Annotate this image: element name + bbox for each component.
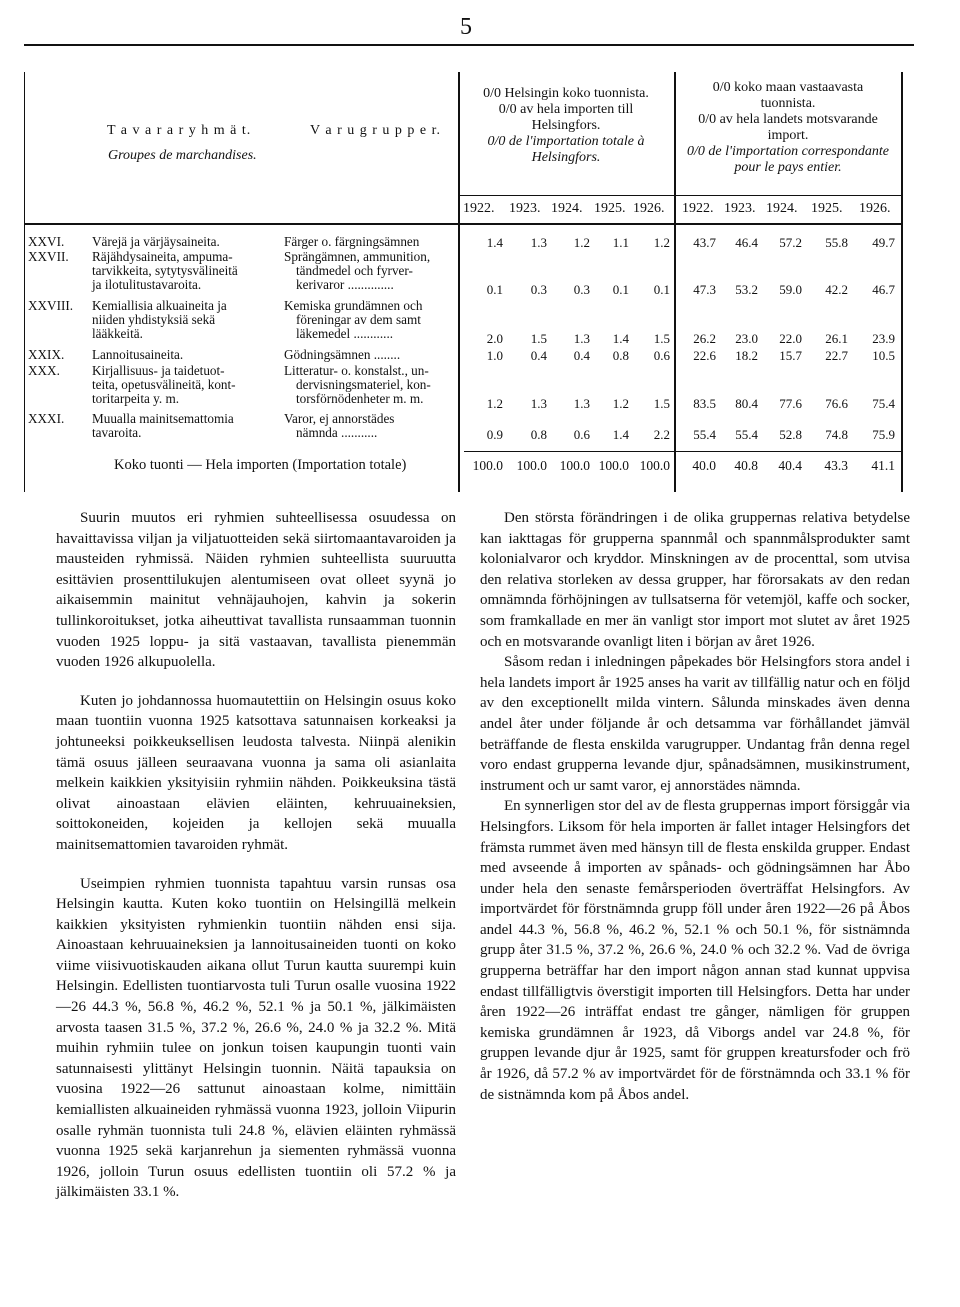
label-line: nämnda ........... [296, 425, 378, 441]
table-cell: 2.2 [653, 427, 670, 442]
table-cell: 0.3 [573, 282, 590, 297]
header-line: pour le pays entier. [734, 160, 842, 175]
table-cell: 47.3 [693, 282, 716, 297]
table-cell: 46.4 [735, 235, 758, 250]
table-cell: 43.7 [693, 235, 716, 250]
header-line: tuonnista. [760, 96, 816, 111]
table-cell: 26.1 [825, 331, 848, 346]
row-number: XXVII. [28, 249, 69, 264]
table-cell: 57.2 [779, 235, 802, 250]
label-line: ja ilotulitustavaroita. [92, 277, 202, 293]
table-cell: 75.9 [872, 427, 895, 442]
total-cell: 43.3 [824, 458, 848, 473]
label-line: läkemedel ............ [296, 326, 394, 342]
year-1925-hel: 1925. [594, 201, 626, 216]
table-cell: 0.6 [653, 348, 670, 363]
year-1923-hel: 1923. [509, 201, 541, 216]
row-label-fi [92, 364, 236, 407]
label-line: Värejä ja värjäysaineita. [92, 234, 220, 249]
table-cell: 1.5 [653, 396, 670, 411]
total-cell: 100.0 [559, 458, 590, 473]
paragraph: En synnerligen stor del av de flesta gruppernas import försiggår via Helsingfors. Liksom för hela importen är fallet intager Helsingfors det främsta rummet även med hänsyn till de flesta enskilda grupper. Endast med avseende å importen av spånads- och gödningsämnen har Åbo under hela den senaste femårsperioden överträffat Helsingfors. Av importvärdet för förstnämnda grupp föll under åren 1922—26 på Åbos andel 44.3 %, 56.8 %, 46.2 %, 52.1 % och 50.1 %, för sistnämnda grupp åter 31.5 %, 37.2 %, 26.6 %, 24.0 % och 32.2 %. Vad de övriga grupperna beträffar har den import någon annan stad kunnat uppvisa endast tillfälligtvis överstigit importen till Helsingfors. Detta har under åren 1922—26 inträffat endast tre gånger, nämligen för gruppen kemiska grundämnen år 1923, då Viborgs andel var 24.8 %, för gruppen levande djur år 1925, samt för gruppen kreatursfoder och frö år 1926, då 57.2 % av importvärdet för de förstnämnda och 33.1 % för de sistnämnda kom på Åbos andel. [480, 798, 910, 1103]
label-line: Sprängämnen, ammunition, [284, 249, 431, 264]
year-1925-land: 1925. [811, 201, 843, 216]
header-groups-fi: T a v a r a r y h m ä t. [107, 123, 252, 138]
table-cell: 1.1 [612, 235, 629, 250]
table-cell: 1.3 [530, 235, 547, 250]
row-number: XXXI. [28, 411, 65, 426]
row-label-fi [92, 412, 234, 440]
rule [458, 195, 902, 196]
paragraph: Useimpien ryhmien tuonnista tapahtuu varsin runsas osa Helsingin kautta. Kuten koko tuontiin on Helsingillä melkein kaikkien yksityisten ryhmienkin tuontiin nähden ensi sija. Ainoastaan kehruuaineksien ja lannoitusaineiden tuonti on koko viime viisivuotiskauden aikana ollut Turun kautta suurempi kuin Helsingin. Edellisten tuontiarvosta tuli Turun osalle vuosina 1922—26 44.3 %, 56.8 %, 46.2 %, 52.1 % ja 50.1 %, jälkimäisten arvosta taasen 31.5 %, 37.2 %, 26.6 %, 24.0 % ja 32.2 %. Mitä muihin ryhmiin tulee on jonkun toisen kaupungin tuonti vain satunnaisesti ylittänyt Helsingin tuonnin. Näitä tapauksia on vuosina 1922—26 sattunut ainoastaan kolme, nimittäin kemiallisten alkuaineiden ryhmässä vuonna 1923, jolloin Viipurin osalle ryhmän tuonnista tuli 24.8 %, elävien eläinten ryhmässä vuonna 1925 sekä karjanrehun ja siementen ryhmässä vuonna 1926, jolloin Turun osuus edellisten tuontiin oli 57.2 % ja jälkimäisten 33.1 %. [56, 875, 456, 1201]
table-cell: 52.8 [779, 427, 802, 442]
table-cell: 22.0 [779, 331, 802, 346]
paragraph: Suurin muutos eri ryhmien suhteellisessa osuudessa on havaittavissa viljan ja viljatuotteiden sekä siirtomaantavaroiden ja mausteiden ryhmissä. Näiden ryhmien suhteellista suuruutta esittävien prosenttilukujen alentumiseen ovat olleet syynä jo aikaisemmin mainitut vehnäjauhojen, kahvin ja sokerin tullinkoroitukset, jotka aiheuttivat tavallista runsaamman tuonnin vuoden 1925 loppu- ja sitä vastaavan, tavallista pienemmän vuoden 1926 alkupuolella. [56, 510, 456, 671]
row-label-sv [284, 235, 419, 249]
year-1923-land: 1923. [724, 201, 756, 216]
total-cell: 40.8 [734, 458, 758, 473]
header-line: 0/0 de l'importation totale à [487, 134, 645, 149]
page-number: 5 [460, 14, 472, 40]
table-cell: 23.9 [872, 331, 895, 346]
row-label-fi [92, 348, 183, 362]
table-cell: 1.2 [486, 396, 503, 411]
label-line: dervisningsmateriel, kon- [296, 377, 431, 393]
row-label-sv [284, 250, 430, 293]
year-1924-land: 1924. [766, 201, 798, 216]
total-cell: 100.0 [516, 458, 547, 473]
table-cell: 1.4 [486, 235, 503, 250]
row-label-fi [92, 250, 238, 293]
paragraph: Såsom redan i inledningen påpekades bör Helsingfors stora andel i hela landets import år 1925 anses ha varit av tillfällig natur och en följd av den exceptionellt milda vintern. Sålunda minskades även denna andel åter under följande år och detsamma var förhållandet jämväl beträffande de flesta enskilda varugrupper. Undantag från denna regel voro endast grupperna levande djur, spånadsämnen, musikinstrument, instrument och ur samt varor, ej annorstädes nämnda. [480, 654, 910, 794]
label-line: föreningar av dem samt [296, 312, 421, 328]
table-cell: 22.6 [693, 348, 716, 363]
label-line: toritarpeita y. m. [92, 391, 180, 407]
table-cell: 77.6 [779, 396, 802, 411]
table-cell: 42.2 [825, 282, 848, 297]
year-1922-hel: 1922. [463, 201, 495, 216]
label-line: niiden yhdistyksiä sekä [92, 312, 216, 328]
label-line: torsförnödenheter m. m. [296, 391, 424, 407]
table-cell: 0.8 [612, 348, 629, 363]
year-1926-land: 1926. [859, 201, 891, 216]
table-cell: 46.7 [872, 282, 895, 297]
row-number: XXX. [28, 363, 60, 378]
table-cell: 23.0 [735, 331, 758, 346]
table-cell: 0.4 [573, 348, 590, 363]
header-country [676, 80, 900, 176]
header-groups-sv: V a r u g r u p p e r. [310, 123, 441, 138]
row-label-sv [284, 364, 431, 407]
rule [464, 451, 901, 452]
row-label-fi [92, 299, 227, 342]
table-cell: 0.3 [530, 282, 547, 297]
table-cell: 49.7 [872, 235, 895, 250]
table-cell: 76.6 [825, 396, 848, 411]
table-cell: 0.1 [486, 282, 503, 297]
row-number: XXIX. [28, 347, 65, 362]
table-cell: 1.3 [530, 396, 547, 411]
table-cell: 1.2 [612, 396, 629, 411]
table-cell: 0.8 [530, 427, 547, 442]
table-cell: 0.6 [573, 427, 590, 442]
header-line: Helsingfors. [531, 150, 601, 165]
row-number: XXVI. [28, 234, 65, 249]
row-label-sv [284, 348, 400, 362]
total-cell: 100.0 [598, 458, 629, 473]
total-cell: 41.1 [871, 458, 895, 473]
paragraph: Kuten jo johdannossa huomautettiin on Helsingin osuus koko maan tuontiin vuonna 1925 katsottava satunnaisen korkeaksi ja johtuneeksi poikkeuksellisen leudosta talvesta. Niinpä alenikin tämä osuus jälleen seuraavana vuonna ja sama oli asianlaita melkein kaikkien yksityisiin ryhmiin nähden. Poikkeuksina tästä olivat ainoastaan elävien eläinten, kehruuaineksien, soittokoneiden, kojeiden ja kellojen sekä muualla mainitsemattomien tavaroiden ryhmät. [56, 692, 456, 853]
table-cell: 53.2 [735, 282, 758, 297]
table-cell: 0.4 [530, 348, 547, 363]
right-text-column [480, 508, 910, 1105]
label-line: teita, opetusvälineitä, kont- [92, 377, 236, 393]
table-cell: 1.3 [573, 331, 590, 346]
label-line: Lannoitusaineita. [92, 347, 184, 362]
table-cell: 1.2 [653, 235, 670, 250]
label-line: Kirjallisuus- ja taidetuot- [92, 363, 225, 378]
table-cell: 75.4 [872, 396, 895, 411]
paragraph: Den största förändringen i de olika gruppernas relativa betydelse kan iakttagas för grupperna spannmål och spannmålsprodukter samt kolonialvaror och kryddor. Minskningen av de procenttal, som utvisa den relativa storleken av dessa grupper, har förorsakats av den redan omnämnda förhöjningen av tullsatserna för vetemjöl, kaffe och socker, som framkallade en mer än vanligt stor import mot slutet av året 1925 och en motsvarande ovanligt liten i början av året 1926. [480, 510, 910, 650]
rule [24, 72, 25, 492]
header-line: 0/0 av hela importen till [498, 102, 634, 117]
label-line: Färger o. färgningsämnen [284, 234, 420, 249]
label-line: Gödningsämnen ........ [284, 347, 401, 362]
table-cell: 1.4 [612, 427, 629, 442]
rule [901, 72, 903, 492]
table-cell: 15.7 [779, 348, 802, 363]
total-label: Koko tuonti — Hela importen (Importation totale) [114, 457, 407, 473]
row-label-sv [284, 412, 394, 440]
table-cell: 55.4 [735, 427, 758, 442]
table-cell: 80.4 [735, 396, 758, 411]
header-line: import. [767, 128, 809, 143]
header-line: 0/0 de l'importation correspondante [687, 144, 889, 159]
rule [24, 223, 902, 225]
table-cell: 1.5 [653, 331, 670, 346]
label-line: lääkkeitä. [92, 326, 143, 342]
label-line: kerivaror .............. [296, 277, 394, 293]
table-cell: 1.5 [530, 331, 547, 346]
header-groups-fr: Groupes de marchandises. [108, 148, 257, 163]
year-1924-hel: 1924. [551, 201, 583, 216]
table-cell: 1.3 [573, 396, 590, 411]
label-line: tarvikkeita, sytytysvälineitä [92, 263, 238, 279]
table-cell: 18.2 [735, 348, 758, 363]
label-line: Räjähdysaineita, ampuma- [92, 249, 233, 264]
total-cell: 40.0 [692, 458, 716, 473]
table-cell: 59.0 [779, 282, 802, 297]
table-cell: 1.0 [486, 348, 503, 363]
table-cell: 2.0 [486, 331, 503, 346]
label-line: tavaroita. [92, 425, 142, 441]
header-line: 0/0 koko maan vastaavasta [712, 80, 864, 95]
total-cell: 100.0 [472, 458, 503, 473]
table-cell: 1.2 [573, 235, 590, 250]
label-line: tändmedel och fyrver- [296, 263, 413, 279]
table-cell: 0.1 [653, 282, 670, 297]
left-text-column [56, 508, 456, 1203]
table-cell: 0.9 [486, 427, 503, 442]
year-1926-hel: 1926. [633, 201, 665, 216]
table-cell: 83.5 [693, 396, 716, 411]
table-cell: 74.8 [825, 427, 848, 442]
table-cell: 10.5 [872, 348, 895, 363]
table-cell: 0.1 [612, 282, 629, 297]
year-1922-land: 1922. [682, 201, 714, 216]
total-cell: 40.4 [778, 458, 802, 473]
table-cell: 1.4 [612, 331, 629, 346]
header-line: Helsingfors. [531, 118, 601, 133]
label-line: Kemiallisia alkuaineita ja [92, 298, 227, 313]
label-line: Litteratur- o. konstalst., un- [284, 363, 429, 378]
header-helsinki [462, 86, 670, 166]
table-cell: 26.2 [693, 331, 716, 346]
row-label-sv [284, 299, 422, 342]
header-line: 0/0 Helsingin koko tuonnista. [483, 86, 649, 101]
table-cell: 55.4 [693, 427, 716, 442]
row-number: XXVIII. [28, 298, 74, 313]
row-label-fi [92, 235, 220, 249]
label-line: Varor, ej annorstädes [284, 411, 395, 426]
table-cell: 55.8 [825, 235, 848, 250]
table-cell: 22.7 [825, 348, 848, 363]
label-line: Muualla mainitsemattomia [92, 411, 234, 426]
top-rule [24, 44, 914, 46]
total-cell: 100.0 [639, 458, 670, 473]
label-line: Kemiska grundämnen och [284, 298, 423, 313]
header-line: 0/0 av hela landets motsvarande [698, 112, 878, 127]
